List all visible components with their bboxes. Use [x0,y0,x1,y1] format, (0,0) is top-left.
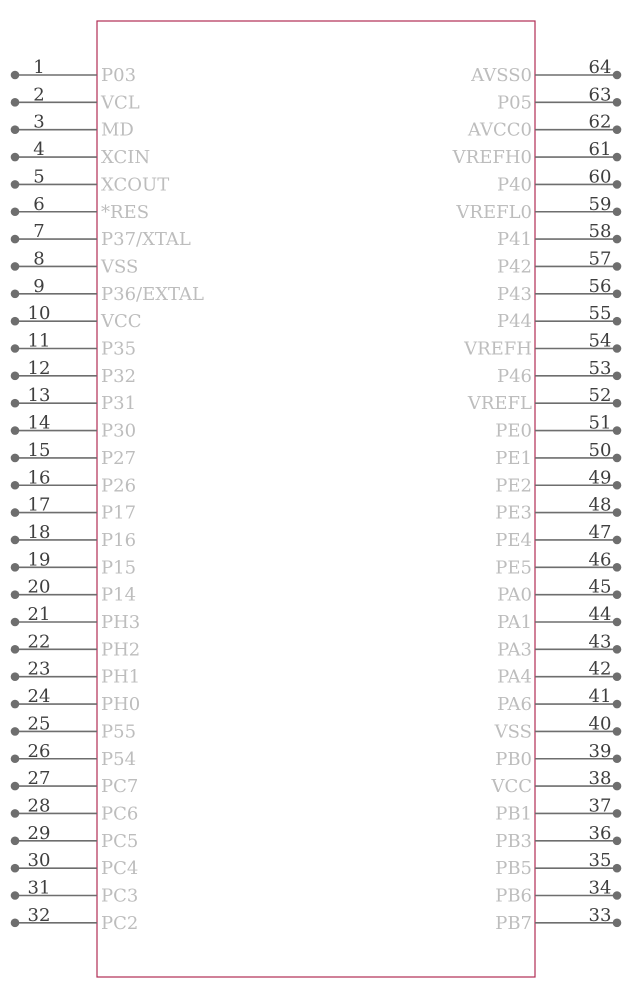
pin-number: 51 [588,412,612,434]
pin-name: *RES [101,201,150,223]
pin-4 [11,139,150,168]
pin-name: PH0 [101,694,141,716]
pin-number: 44 [588,604,612,625]
pin-name: AVSS0 [471,65,532,86]
pin-number: 36 [588,822,612,844]
pin-name: PA3 [497,639,532,661]
pin-terminal-dot [613,754,622,763]
pin-34 [495,878,621,907]
pin-name: PE3 [495,502,532,524]
pin-terminal-dot [613,399,622,408]
pin-name: P16 [101,529,137,551]
left-pin-column [11,57,204,934]
pin-terminal-dot [11,344,20,353]
pin-terminal-dot [613,426,622,435]
pin-terminal-dot [613,645,622,654]
right-pin-column [452,57,622,934]
pin-terminal-dot [613,344,622,353]
pin-17 [11,495,136,524]
pin-number: 11 [27,330,51,352]
pin-terminal-dot [613,125,622,134]
pin-name: P32 [101,365,137,387]
pin-41 [497,686,621,715]
pin-number: 3 [33,111,45,133]
pin-terminal-dot [11,754,20,763]
pin-45 [497,577,621,606]
pin-2 [11,84,140,113]
pin-name: PC5 [101,830,139,852]
pin-number: 47 [588,521,612,543]
pin-terminal-dot [11,590,20,599]
pin-name: XCOUT [101,174,170,196]
pin-terminal-dot [11,372,20,381]
pin-number: 10 [27,303,51,325]
pin-28 [11,795,139,824]
pin-terminal-dot [613,317,622,326]
pin-number: 40 [588,713,612,735]
pin-43 [497,631,621,660]
pin-number: 46 [588,549,612,571]
pin-name: P41 [496,229,532,251]
pin-name: P14 [101,584,137,606]
pin-39 [495,741,621,770]
pin-terminal-dot [11,207,20,216]
pin-name: PB1 [495,803,532,825]
pin-name: PC4 [101,858,139,880]
pin-name: P26 [101,475,137,497]
pin-number: 35 [588,850,612,872]
pin-number: 49 [588,467,612,489]
pin-terminal-dot [613,262,622,271]
pin-terminal-dot [11,508,20,517]
pin-3 [11,112,134,141]
pin-number: 28 [27,795,51,817]
pin-number: 45 [588,576,612,598]
pin-terminal-dot [11,536,20,545]
pin-58 [497,221,621,250]
pin-number: 61 [588,139,612,161]
pin-number: 53 [588,357,612,379]
pin-terminal-dot [11,454,20,463]
pin-terminal-dot [11,153,20,162]
pin-40 [494,713,622,742]
pin-32 [11,905,139,934]
pin-number: 26 [27,740,51,762]
pin-terminal-dot [11,809,20,818]
pin-terminal-dot [613,153,622,162]
pin-19 [11,549,136,578]
pin-name: PE5 [495,557,532,579]
pin-36 [495,823,621,852]
pin-terminal-dot [613,180,622,189]
pin-number: 14 [27,412,51,434]
pin-7 [11,221,191,250]
pin-number: 25 [27,713,51,735]
pin-number: 59 [588,193,612,215]
pin-terminal-dot [11,317,20,326]
pin-name: P43 [496,283,532,305]
pin-44 [497,604,621,633]
pin-name: P40 [496,174,532,196]
pin-number: 60 [588,166,612,188]
pin-22 [11,631,141,660]
pin-name: PB3 [495,830,532,852]
pin-number: 48 [588,494,612,516]
pin-46 [495,549,621,578]
pin-56 [497,276,621,305]
pin-terminal-dot [11,235,20,244]
pin-terminal-dot [11,782,20,791]
pin-terminal-dot [11,98,20,107]
pin-number: 50 [588,439,612,461]
pin-1 [11,57,136,86]
pin-42 [497,659,621,688]
pin-number: 38 [588,768,612,790]
pin-terminal-dot [11,700,20,709]
pin-terminal-dot [11,563,20,572]
pin-name: PA1 [497,612,532,633]
pin-name: PE0 [495,420,532,442]
pin-name: PH2 [101,639,141,661]
pin-name: P27 [101,447,137,469]
pin-name: PC3 [101,885,139,907]
pin-55 [497,303,621,332]
pin-47 [495,522,621,551]
pin-name: P44 [496,311,532,333]
pin-number: 63 [588,84,612,106]
pin-name: P30 [101,420,137,442]
pin-25 [11,713,136,742]
pin-number: 17 [27,494,51,516]
pin-30 [11,850,139,879]
pin-terminal-dot [613,207,622,216]
pin-number: 42 [588,658,612,680]
pin-number: 18 [27,521,51,543]
pin-number: 4 [33,139,45,161]
pin-name: PB5 [495,858,532,880]
pin-60 [497,166,621,195]
pin-terminal-dot [11,837,20,846]
pin-name: P35 [101,338,137,360]
pin-9 [11,276,204,305]
pin-name: PE1 [495,447,532,469]
pin-name: PC6 [101,803,139,825]
pin-terminal-dot [11,481,20,490]
pin-8 [11,248,139,277]
pin-terminal-dot [613,235,622,244]
pin-terminal-dot [11,125,20,134]
pin-terminal-dot [11,645,20,654]
pin-number: 7 [33,221,45,243]
pin-number: 8 [33,248,45,270]
pin-name: PC2 [101,912,139,934]
pin-name: P05 [496,92,532,114]
pin-name: P55 [101,721,137,743]
pin-number: 15 [27,439,51,461]
pin-63 [497,84,621,113]
pin-62 [467,112,621,141]
pin-number: 12 [27,357,51,379]
pin-terminal-dot [11,891,20,900]
pin-terminal-dot [11,399,20,408]
pin-5 [11,166,170,195]
pin-13 [11,385,136,414]
pin-terminal-dot [613,71,622,80]
pin-52 [467,385,621,414]
pin-name: VCC [101,311,142,333]
pin-name: PH3 [101,612,141,633]
pin-terminal-dot [11,672,20,681]
pin-terminal-dot [613,290,622,299]
pin-number: 20 [27,576,51,598]
pin-37 [495,795,621,824]
pin-name: P31 [101,393,137,415]
pin-number: 54 [588,330,612,352]
pin-name: PB0 [495,748,532,770]
pin-16 [11,467,136,496]
pin-terminal-dot [613,590,622,599]
pin-26 [11,741,136,770]
pin-11 [11,331,136,360]
pin-name: P36/EXTAL [101,283,205,305]
pin-number: 43 [588,631,612,653]
pin-number: 19 [27,549,51,571]
pin-35 [495,850,621,879]
pin-terminal-dot [11,426,20,435]
pin-number: 55 [588,303,612,325]
pin-name: VREFL [467,393,532,415]
pin-terminal-dot [11,864,20,873]
pin-48 [495,495,621,524]
pin-64 [470,57,621,86]
pin-number: 22 [27,631,51,653]
pin-name: P37/XTAL [101,229,191,251]
pin-name: VREFH0 [452,147,532,169]
pin-name: PA4 [497,666,532,688]
pin-number: 64 [588,57,612,78]
pin-name: P03 [101,65,137,86]
pin-number: 13 [27,385,51,407]
pin-terminal-dot [613,672,622,681]
pin-number: 5 [33,166,45,188]
pin-number: 21 [27,604,51,625]
pin-29 [11,823,139,852]
pin-terminal-dot [613,700,622,709]
pin-name: VCC [491,776,532,798]
pin-20 [11,577,136,606]
pin-number: 31 [27,877,51,899]
pin-terminal-dot [613,919,622,928]
pin-name: P17 [101,502,137,524]
pin-27 [11,768,139,797]
pin-50 [495,440,621,469]
pin-terminal-dot [11,71,20,80]
pin-name: P54 [101,748,137,770]
pin-terminal-dot [11,262,20,271]
pin-name: PE2 [495,475,532,497]
pin-terminal-dot [613,454,622,463]
pin-name: PE4 [495,529,532,551]
pin-53 [497,358,621,387]
pin-number: 37 [588,795,612,817]
pin-23 [11,659,141,688]
pin-name: P42 [496,256,532,278]
pin-number: 1 [33,57,45,78]
pin-number: 52 [588,385,612,407]
pin-number: 27 [27,768,51,790]
pin-38 [490,768,621,797]
pin-number: 2 [33,84,45,106]
pin-name: VREFL0 [456,201,532,223]
pin-number: 57 [588,248,612,270]
pin-name: MD [101,119,134,141]
pin-name: P15 [101,557,137,579]
pin-terminal-dot [613,809,622,818]
pin-number: 41 [588,686,612,708]
pin-number: 62 [588,111,612,133]
pin-number: 16 [27,467,51,489]
pin-terminal-dot [613,481,622,490]
pin-name: VSS [101,256,139,278]
pin-terminal-dot [11,727,20,736]
pin-18 [11,522,136,551]
pin-number: 9 [33,275,45,297]
pin-terminal-dot [11,618,20,627]
pin-terminal-dot [613,891,622,900]
pin-number: 56 [588,275,612,297]
pin-33 [495,905,621,934]
pin-name: PA0 [497,584,532,606]
pin-name: PH1 [101,666,141,688]
pin-51 [495,413,621,442]
pin-terminal-dot [11,180,20,189]
pin-terminal-dot [613,536,622,545]
pin-name: PA6 [497,694,532,716]
pin-terminal-dot [11,290,20,299]
pin-15 [11,440,136,469]
pin-name: XCIN [101,147,151,169]
pin-number: 58 [588,221,612,243]
pin-10 [11,303,142,332]
pin-49 [495,467,621,496]
pin-24 [11,686,141,715]
pin-name: VCL [101,92,140,114]
pin-terminal-dot [613,563,622,572]
pin-6 [11,194,149,223]
pin-name: AVCC0 [467,119,532,141]
pin-terminal-dot [613,864,622,873]
pin-number: 29 [27,822,51,844]
pin-terminal-dot [613,372,622,381]
pin-59 [455,194,621,223]
pin-name: VREFH [464,338,532,360]
pin-number: 30 [27,850,51,872]
pin-31 [11,878,139,907]
pin-12 [11,358,136,387]
pin-number: 32 [27,904,51,926]
pin-number: 39 [588,740,612,762]
pin-number: 6 [33,193,45,215]
pin-57 [497,248,621,277]
pin-14 [11,413,136,442]
pin-21 [11,604,141,633]
pin-name: PC7 [101,776,139,798]
pin-terminal-dot [613,727,622,736]
pin-name: PB6 [495,885,532,907]
pin-number: 33 [588,904,612,926]
pin-name: VSS [494,721,532,743]
pin-terminal-dot [613,618,622,627]
pin-terminal-dot [613,508,622,517]
pin-number: 34 [588,877,612,899]
pin-number: 24 [27,686,51,708]
pin-terminal-dot [613,837,622,846]
pin-terminal-dot [613,782,622,791]
pin-name: PB7 [495,912,532,934]
pin-number: 23 [27,658,51,680]
pin-54 [463,331,621,360]
pin-name: P46 [496,365,532,387]
pin-terminal-dot [11,919,20,928]
pin-terminal-dot [613,98,622,107]
pin-61 [452,139,622,168]
